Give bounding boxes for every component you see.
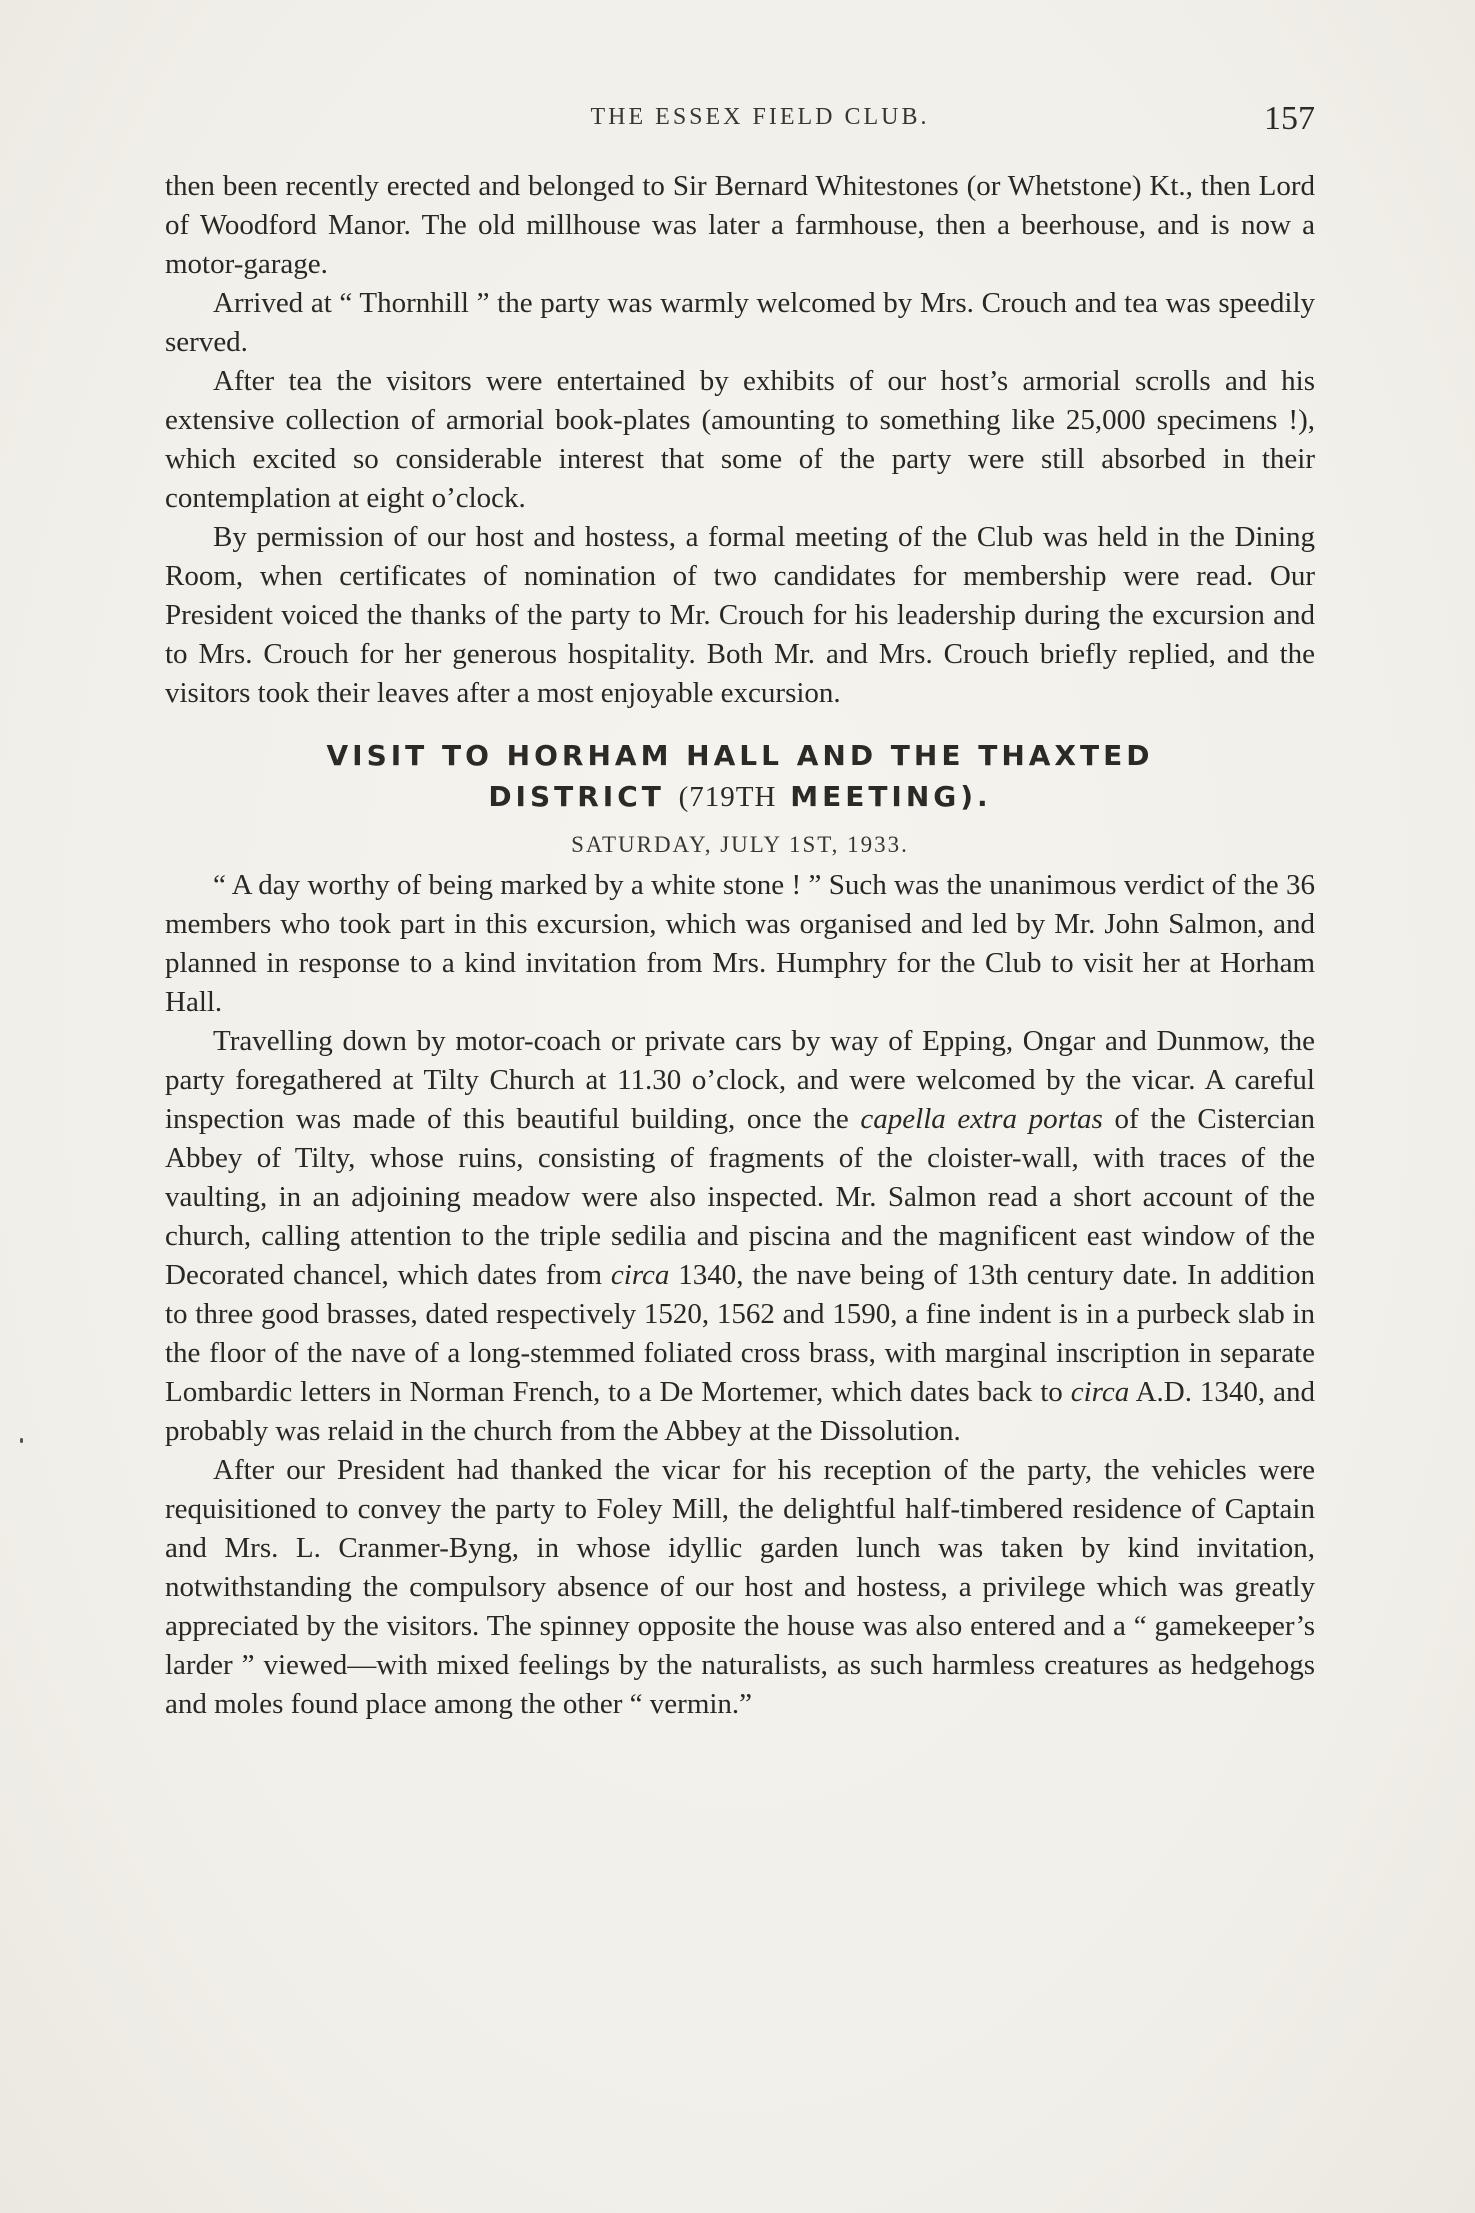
page-number: 157 — [1264, 100, 1315, 137]
section-heading-line2 — [165, 776, 1315, 818]
section-heading-meeting: MEETING). — [790, 780, 992, 813]
italic-capella-extra-portas: capella extra portas — [860, 1103, 1103, 1135]
section-heading-district: DISTRICT — [488, 780, 665, 813]
section-heading — [165, 735, 1315, 818]
margin-speck — [20, 1438, 23, 1443]
text-run: Travelling down by motor-coach or private cars by way of Epping, Ongar and Dunmow, the party foregathered at Tilty Church at 11.30 o’clock, and were welcomed by the vicar. A careful inspection was made of this beautiful building, once the — [165, 1025, 1315, 1135]
page-header — [205, 100, 1315, 140]
section-heading-line1: VISIT TO HORHAM HALL AND THE THAXTED — [326, 739, 1154, 772]
section-heading-meeting-number: (719TH — [678, 781, 777, 813]
paragraph-thornhill-millhouse: then been recently erected and belonged to Sir Bernard Whitestones (or Whetstone) Kt., then Lord of Woodford Manor. The old millhouse was later a farmhouse, then a beerhouse, and is now a motor-garage. — [165, 170, 1315, 280]
text-run: 1340, the nave being of 13th century date. In addition to three good brasses, dated respectively 1520, 1562 and 1590, a fine indent is in a purbeck slab in the floor of the nave of a long-stemmed foliated cross brass, with marginal inscription in separate Lombardic letters in Norman French, to a De Mortemer, which dates back to — [165, 1259, 1315, 1408]
paragraph-formal-meeting: By permission of our host and hostess, a formal meeting of the Club was held in the Dining Room, when certificates of nomination of two candidates for membership were read. Our President voiced the thanks of the party to Mr. Crouch for his leadership during the excursion and to Mrs. Crouch for her generous hospitality. Both Mr. and Mrs. Crouch briefly replied, and the visitors took their leaves after a most enjoyable excursion. — [165, 521, 1315, 709]
paragraph-armorial-collection: After tea the visitors were entertained by exhibits of our host’s armorial scrolls and his extensive collection of armorial book-plates (amounting to something like 25,000 specimens !), which excited so considerable interest that some of the party were still absorbed in their contemplation at eight o’clock. — [165, 365, 1315, 514]
body-text — [165, 167, 1315, 1724]
paragraph-tilty-church — [165, 1022, 1315, 1451]
italic-circa: circa — [1070, 1376, 1130, 1408]
paragraph-arrival: Arrived at “ Thornhill ” the party was warmly welcomed by Mrs. Crouch and tea was speedily served. — [165, 287, 1315, 358]
running-head: THE ESSEX FIELD CLUB. — [590, 104, 930, 130]
text-run: of the Cistercian Abbey of Tilty, whose ruins, consisting of fragments of the cloister-wall, with traces of the vaulting, in an adjoining meadow were also inspected. Mr. Salmon read a short account of the church, calling attention to the triple sedilia and piscina and the magnificent east window of the Decorated chancel, which dates from — [165, 1103, 1315, 1291]
paragraph-foley-mill: After our President had thanked the vicar for his reception of the party, the vehicles were requisitioned to convey the party to Foley Mill, the delightful half-timbered residence of Captain and Mrs. L. Cranmer-Byng, in whose idyllic garden lunch was taken by kind invitation, notwithstanding the compulsory absence of our host and hostess, a privilege which was greatly appreciated by the visitors. The spinney opposite the house was also entered and a “ gamekeeper’s larder ” viewed—with mixed feelings by the naturalists, as such harmless creatures as hedgehogs and moles found place among the other “ vermin.” — [165, 1454, 1315, 1720]
section-date: SATURDAY, JULY 1ST, 1933. — [571, 832, 909, 857]
text-run: A.D. 1340, and probably was relaid in the church from the Abbey at the Dissolution. — [165, 1376, 1315, 1447]
paragraph-white-stone: “ A day worthy of being marked by a white stone ! ” Such was the unanimous verdict of the 36 members who took part in this excursion, which was organised and led by Mr. John Salmon, and planned in response to a kind invitation from Mrs. Humphry for the Club to visit her at Horham Hall. — [165, 869, 1315, 1018]
italic-circa: circa — [610, 1259, 670, 1291]
